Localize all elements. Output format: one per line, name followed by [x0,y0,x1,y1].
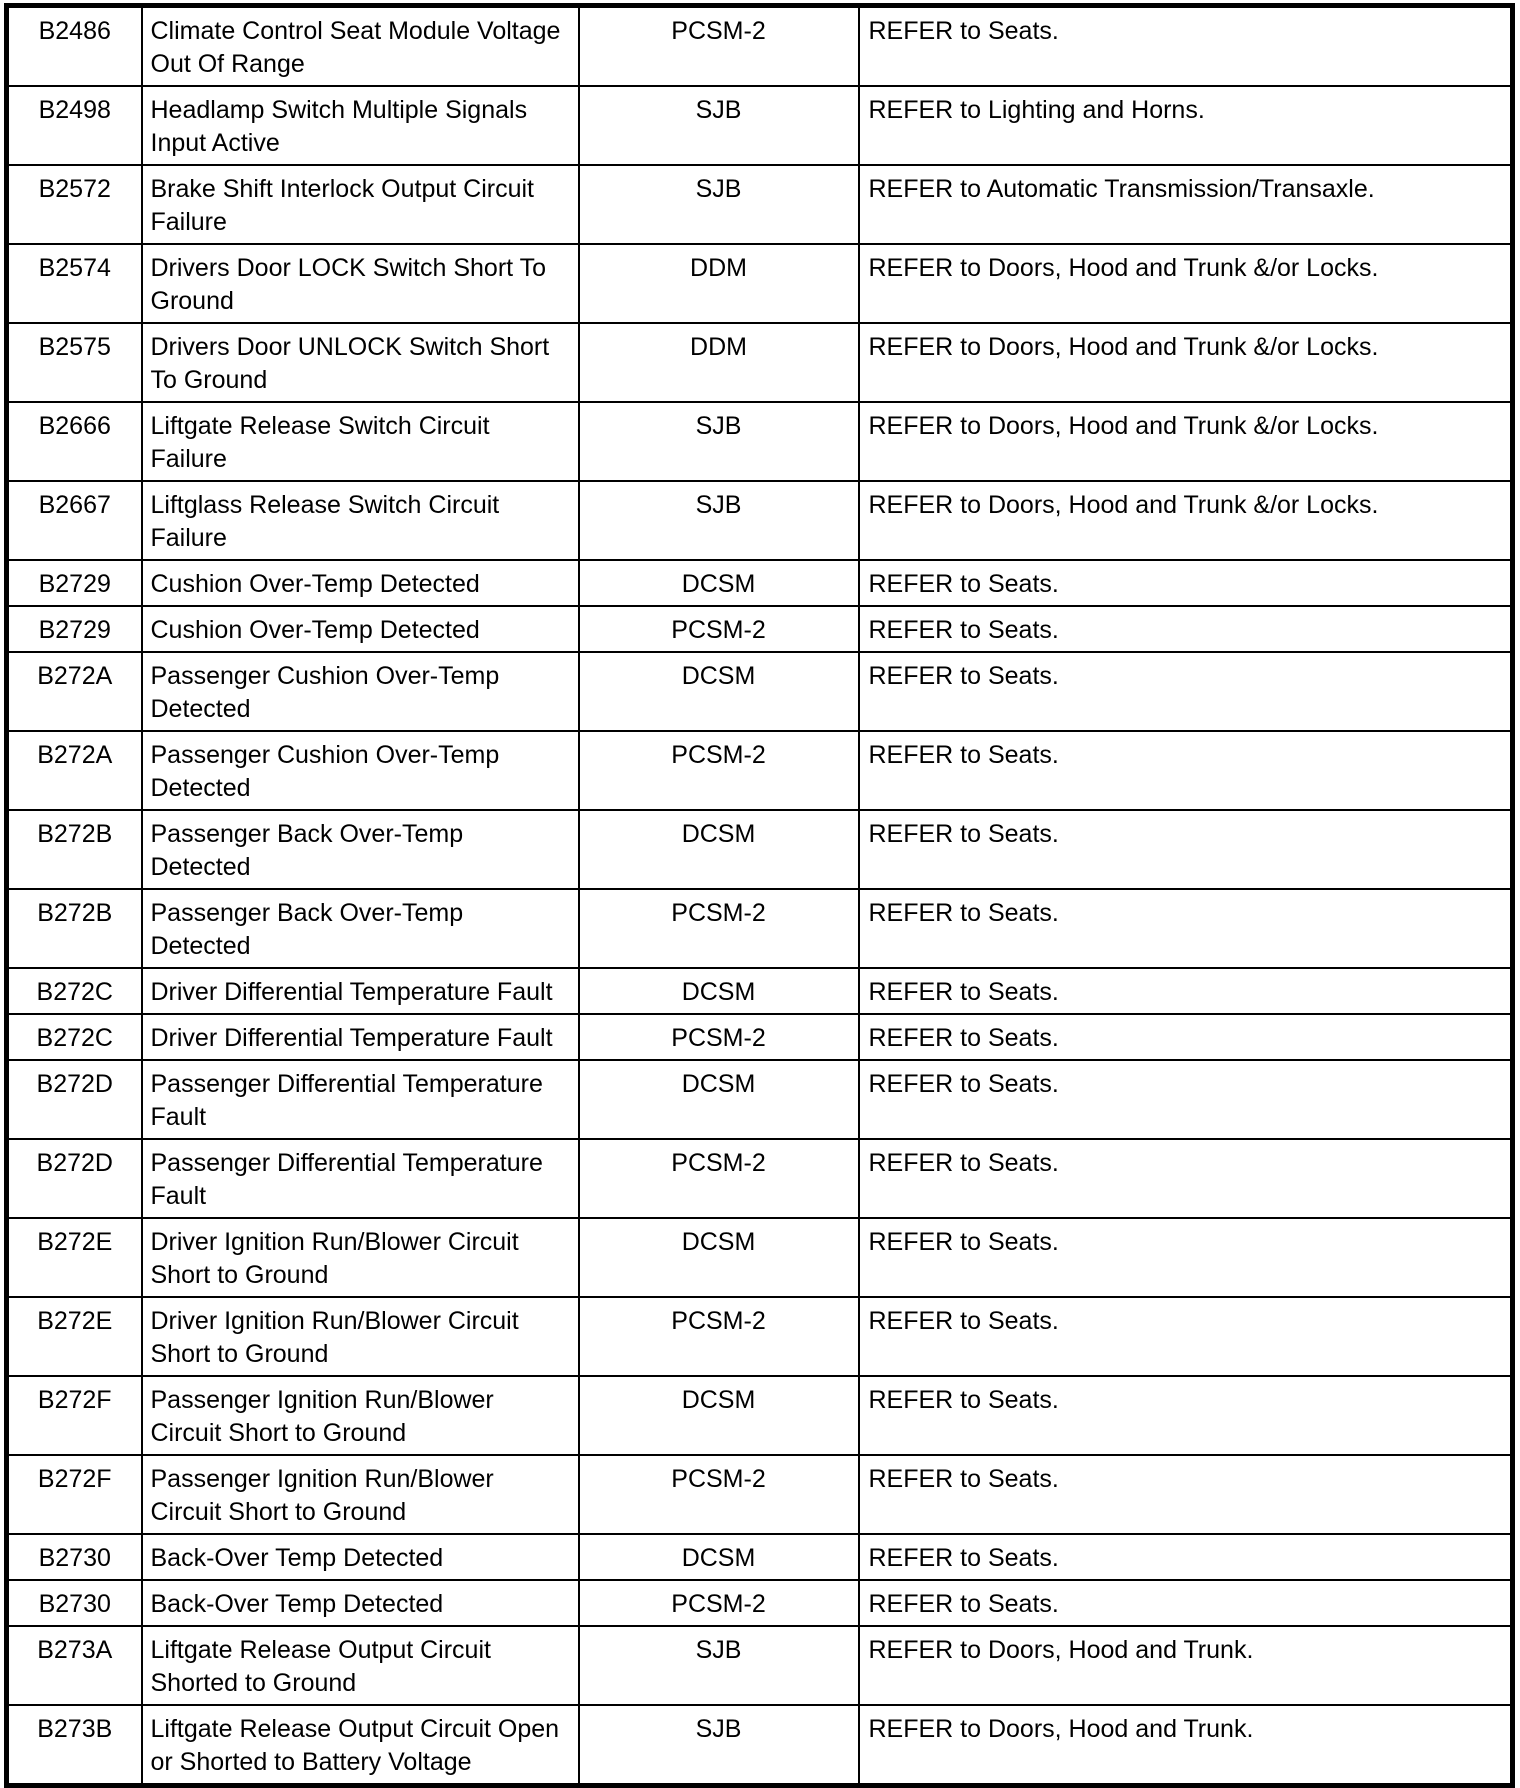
dtc-action-cell: REFER to Seats. [859,889,1513,968]
dtc-module-cell: PCSM-2 [579,731,859,810]
dtc-description-cell: Passenger Differential Temperature Fault [142,1060,579,1139]
dtc-code-cell: B272A [7,731,142,810]
dtc-action-cell: REFER to Seats. [859,1014,1513,1060]
table-row [7,6,1513,87]
dtc-description-cell: Back-Over Temp Detected [142,1534,579,1580]
dtc-action-cell: REFER to Seats. [859,1376,1513,1455]
table-row [7,244,1513,323]
dtc-module-cell: DCSM [579,810,859,889]
dtc-action-cell: REFER to Seats. [859,6,1513,87]
dtc-description-cell: Liftgate Release Output Circuit Shorted to Ground [142,1626,579,1705]
dtc-action-cell: REFER to Doors, Hood and Trunk. [859,1626,1513,1705]
table-row [7,1060,1513,1139]
dtc-module-cell: PCSM-2 [579,6,859,87]
table-row [7,1455,1513,1534]
dtc-code-cell: B2666 [7,402,142,481]
dtc-action-cell: REFER to Doors, Hood and Trunk &/or Locks. [859,402,1513,481]
dtc-code-cell: B2730 [7,1534,142,1580]
dtc-module-cell: DCSM [579,1376,859,1455]
table-row [7,1297,1513,1376]
dtc-code-cell: B272C [7,968,142,1014]
dtc-action-cell: REFER to Seats. [859,1455,1513,1534]
dtc-action-cell: REFER to Doors, Hood and Trunk &/or Locks. [859,323,1513,402]
dtc-code-cell: B272B [7,810,142,889]
dtc-description-cell: Liftgate Release Switch Circuit Failure [142,402,579,481]
dtc-module-cell: DDM [579,244,859,323]
dtc-code-cell: B272A [7,652,142,731]
dtc-code-cell: B2729 [7,560,142,606]
dtc-code-cell: B2572 [7,165,142,244]
dtc-action-cell: REFER to Seats. [859,652,1513,731]
dtc-action-cell: REFER to Doors, Hood and Trunk &/or Locks. [859,244,1513,323]
dtc-action-cell: REFER to Seats. [859,731,1513,810]
dtc-code-cell: B2575 [7,323,142,402]
table-row [7,402,1513,481]
dtc-module-cell: DCSM [579,1218,859,1297]
dtc-description-cell: Drivers Door LOCK Switch Short To Ground [142,244,579,323]
dtc-description-cell: Passenger Differential Temperature Fault [142,1139,579,1218]
dtc-code-cell: B2486 [7,6,142,87]
dtc-module-cell: SJB [579,402,859,481]
dtc-code-cell: B2574 [7,244,142,323]
dtc-action-cell: REFER to Seats. [859,1218,1513,1297]
dtc-code-cell: B272F [7,1376,142,1455]
dtc-description-cell: Passenger Ignition Run/Blower Circuit Short to Ground [142,1455,579,1534]
dtc-description-cell: Cushion Over-Temp Detected [142,606,579,652]
dtc-module-cell: PCSM-2 [579,1297,859,1376]
dtc-code-cell: B272F [7,1455,142,1534]
dtc-description-cell: Driver Ignition Run/Blower Circuit Short to Ground [142,1297,579,1376]
dtc-module-cell: DCSM [579,560,859,606]
table-row [7,1139,1513,1218]
dtc-action-cell: REFER to Seats. [859,968,1513,1014]
dtc-description-cell: Brake Shift Interlock Output Circuit Failure [142,165,579,244]
dtc-description-cell: Passenger Ignition Run/Blower Circuit Short to Ground [142,1376,579,1455]
table-row [7,86,1513,165]
dtc-module-cell: PCSM-2 [579,1580,859,1626]
table-row [7,165,1513,244]
table-row [7,968,1513,1014]
dtc-code-cell: B2729 [7,606,142,652]
dtc-description-cell: Back-Over Temp Detected [142,1580,579,1626]
table-row [7,323,1513,402]
dtc-code-cell: B272E [7,1297,142,1376]
dtc-description-cell: Climate Control Seat Module Voltage Out Of Range [142,6,579,87]
dtc-module-cell: DCSM [579,1534,859,1580]
dtc-module-cell: DCSM [579,1060,859,1139]
dtc-action-cell: REFER to Doors, Hood and Trunk &/or Locks. [859,481,1513,560]
dtc-module-cell: PCSM-2 [579,1455,859,1534]
dtc-module-cell: DDM [579,323,859,402]
table-row [7,481,1513,560]
dtc-action-cell: REFER to Seats. [859,606,1513,652]
dtc-description-cell: Drivers Door UNLOCK Switch Short To Ground [142,323,579,402]
table-row [7,1626,1513,1705]
dtc-description-cell: Cushion Over-Temp Detected [142,560,579,606]
dtc-description-cell: Liftgate Release Output Circuit Open or Shorted to Battery Voltage [142,1705,579,1786]
dtc-action-cell: REFER to Lighting and Horns. [859,86,1513,165]
dtc-action-cell: REFER to Seats. [859,1139,1513,1218]
table-row [7,1014,1513,1060]
dtc-code-cell: B2667 [7,481,142,560]
table-row [7,1705,1513,1786]
dtc-module-cell: SJB [579,86,859,165]
dtc-module-cell: PCSM-2 [579,1139,859,1218]
table-row [7,560,1513,606]
dtc-code-cell: B272D [7,1060,142,1139]
dtc-description-cell: Passenger Back Over-Temp Detected [142,889,579,968]
dtc-module-cell: PCSM-2 [579,889,859,968]
table-row [7,1218,1513,1297]
dtc-description-cell: Driver Differential Temperature Fault [142,1014,579,1060]
dtc-table [4,3,1515,1788]
dtc-table-body [7,6,1513,1786]
dtc-module-cell: SJB [579,481,859,560]
dtc-module-cell: SJB [579,1626,859,1705]
dtc-module-cell: PCSM-2 [579,1014,859,1060]
table-row [7,1580,1513,1626]
table-row [7,889,1513,968]
dtc-module-cell: SJB [579,1705,859,1786]
dtc-code-cell: B273A [7,1626,142,1705]
dtc-code-cell: B272C [7,1014,142,1060]
dtc-action-cell: REFER to Automatic Transmission/Transaxle. [859,165,1513,244]
dtc-action-cell: REFER to Doors, Hood and Trunk. [859,1705,1513,1786]
dtc-description-cell: Passenger Cushion Over-Temp Detected [142,652,579,731]
table-row [7,1376,1513,1455]
dtc-code-cell: B272D [7,1139,142,1218]
table-row [7,1534,1513,1580]
dtc-code-cell: B2730 [7,1580,142,1626]
dtc-description-cell: Driver Ignition Run/Blower Circuit Short to Ground [142,1218,579,1297]
dtc-module-cell: DCSM [579,968,859,1014]
dtc-description-cell: Headlamp Switch Multiple Signals Input Active [142,86,579,165]
dtc-module-cell: SJB [579,165,859,244]
table-row [7,810,1513,889]
dtc-module-cell: DCSM [579,652,859,731]
dtc-code-cell: B272B [7,889,142,968]
dtc-description-cell: Liftglass Release Switch Circuit Failure [142,481,579,560]
dtc-action-cell: REFER to Seats. [859,1580,1513,1626]
dtc-module-cell: PCSM-2 [579,606,859,652]
dtc-action-cell: REFER to Seats. [859,1297,1513,1376]
dtc-description-cell: Passenger Back Over-Temp Detected [142,810,579,889]
dtc-action-cell: REFER to Seats. [859,1534,1513,1580]
dtc-action-cell: REFER to Seats. [859,1060,1513,1139]
dtc-description-cell: Driver Differential Temperature Fault [142,968,579,1014]
dtc-action-cell: REFER to Seats. [859,560,1513,606]
dtc-code-cell: B272E [7,1218,142,1297]
document-page [4,3,1515,1788]
dtc-action-cell: REFER to Seats. [859,810,1513,889]
dtc-code-cell: B273B [7,1705,142,1786]
table-row [7,652,1513,731]
table-row [7,606,1513,652]
dtc-code-cell: B2498 [7,86,142,165]
dtc-description-cell: Passenger Cushion Over-Temp Detected [142,731,579,810]
table-row [7,731,1513,810]
